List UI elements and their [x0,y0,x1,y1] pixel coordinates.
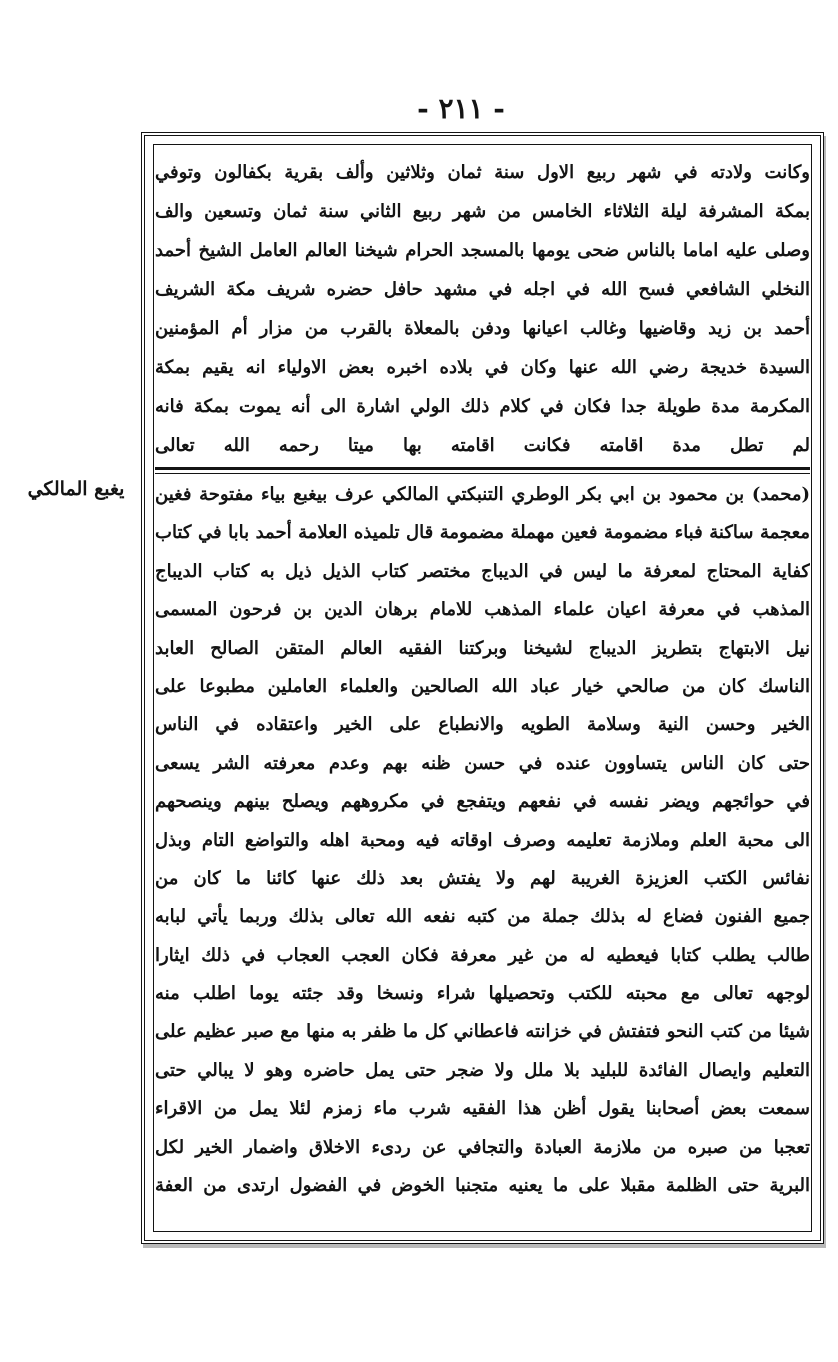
biography-entry-muhammad [155,476,810,1205]
text-line: نيل الابتهاج بتطريز الديباج لشيخنا وبركتنا الفقيه العالم المتقن الصالح العابد [155,637,810,659]
text-line: وكانت ولادته في شهر ربيع الاول سنة ثمان وثلاثين وألف بقرية بكفالون وتوفي [155,162,810,183]
text-line: السيدة خديجة رضي الله عنها وكان في بلاده اخبره بعض الاولياء انه يقيم بمكة [155,357,810,378]
margin-note: يغبع المالكي [27,478,125,500]
section-divider [155,467,810,470]
text-line: الى محبة العلم وملازمة تعليمه وصرف اوقاته فيه ومحبة اهله والتواضع التام وبذل [155,829,810,851]
text-line: نفائس الكتب العزيزة الغريبة لهم ولا يفتش بعد ذلك عنها كائنا ما كان من [155,867,810,889]
text-line: التعليم وايصال الفائدة للبليد بلا ملل ولا ضجر حتى يمل حاضره وهو لا يبالي حتى [155,1059,810,1081]
text-line: لم تطل مدة اقامته فكانت اقامته بها ميتا رحمه الله تعالى [155,435,810,456]
text-line: في حوائجهم ويضر نفسه في نفعهم ويتفجع في مكروههم ويصلح بينهم وينصحهم [155,791,810,813]
text-line: بمكة المشرفة ليلة الثلاثاء الخامس من شهر ربيع الثاني سنة ثمان وتسعين والف [155,201,810,222]
text-line: الخير وحسن النية وسلامة الطويه والانطباع على الخير واعتقاده في الناس [155,714,810,736]
text-line: الناسك كان من صالحي خيار عباد الله الصالحين والعلماء العاملين مطبوعا على [155,675,810,697]
text-line: معجمة ساكنة فباء مضمومة فعين مهملة مضمومة قال تلميذه العلامة أحمد بابا في كتاب [155,522,810,544]
text-line: وصلى عليه اماما بالناس ضحى يومها بالمسجد الحرام شيخنا العالم العامل الشيخ أحمد [155,240,810,261]
text-line: المكرمة مدة طويلة جدا فكان في كلام ذلك الولي اشارة الى أنه يموت بمكة فانه [155,396,810,417]
text-line: حتى كان الناس يتساوون عنده في حسن ظنه بهم وعدم معرفته الشر يسعى [155,752,810,774]
text-line: المذهب في معرفة اعيان علماء المذهب للامام برهان الدين بن فرحون المسمى [155,599,810,621]
text-line: تعجبا من صبره من ملازمة العبادة والتجافي عن ردىء الاخلاق واضمار الخير لكل [155,1136,810,1158]
page-number: - ٢١١ - [417,92,505,125]
biography-entry-previous [155,153,810,465]
text-line: جميع الفنون فضاع له بذلك جملة من كتبه نفعه الله تعالى بذلك وربما يأتي لبابه [155,906,810,928]
text-line: شيئا من كتب النحو فتفتش في خزانته فاعطاني كل ما ظفر به منها مع صبر عظيم على [155,1021,810,1043]
text-line: سمعت بعض أصحابنا يقول أظن هذا الفقيه شرب ماء زمزم لئلا يمل من الاقراء [155,1098,810,1120]
text-line: لوجهه تعالى مع محبته للكتب وتحصيلها شراء ونسخا وقد جئته يوما اطلب منه [155,983,810,1005]
text-line: طالب يطلب كتابا فيعطيه له من غير معرفة فكان العجب العجاب في ذلك ايثارا [155,944,810,966]
text-line: (محمد) بن محمود بن ابي بكر الوطري التنبكتي المالكي عرف بيغبع بياء مفتوحة فغين [155,484,810,505]
text-line: كفاية المحتاج لمعرفة ما ليس في الديباج مختصر كتاب الذيل ذيل به كتاب الديباج [155,560,810,582]
text-frame [141,132,824,1244]
text-line: النخلي الشافعي فسح الله في اجله في مشهد حافل حضره شريف مكة الشريف [155,279,810,300]
text-line: البرية حتى الظلمة مقبلا على ما يعنيه متجنبا الخوض في الفضول ارتدى من العفة [155,1175,810,1197]
text-line: أحمد بن زيد وقاضيها وغالب اعيانها ودفن بالمعلاة بالقرب من مزار أم المؤمنين [155,318,810,339]
